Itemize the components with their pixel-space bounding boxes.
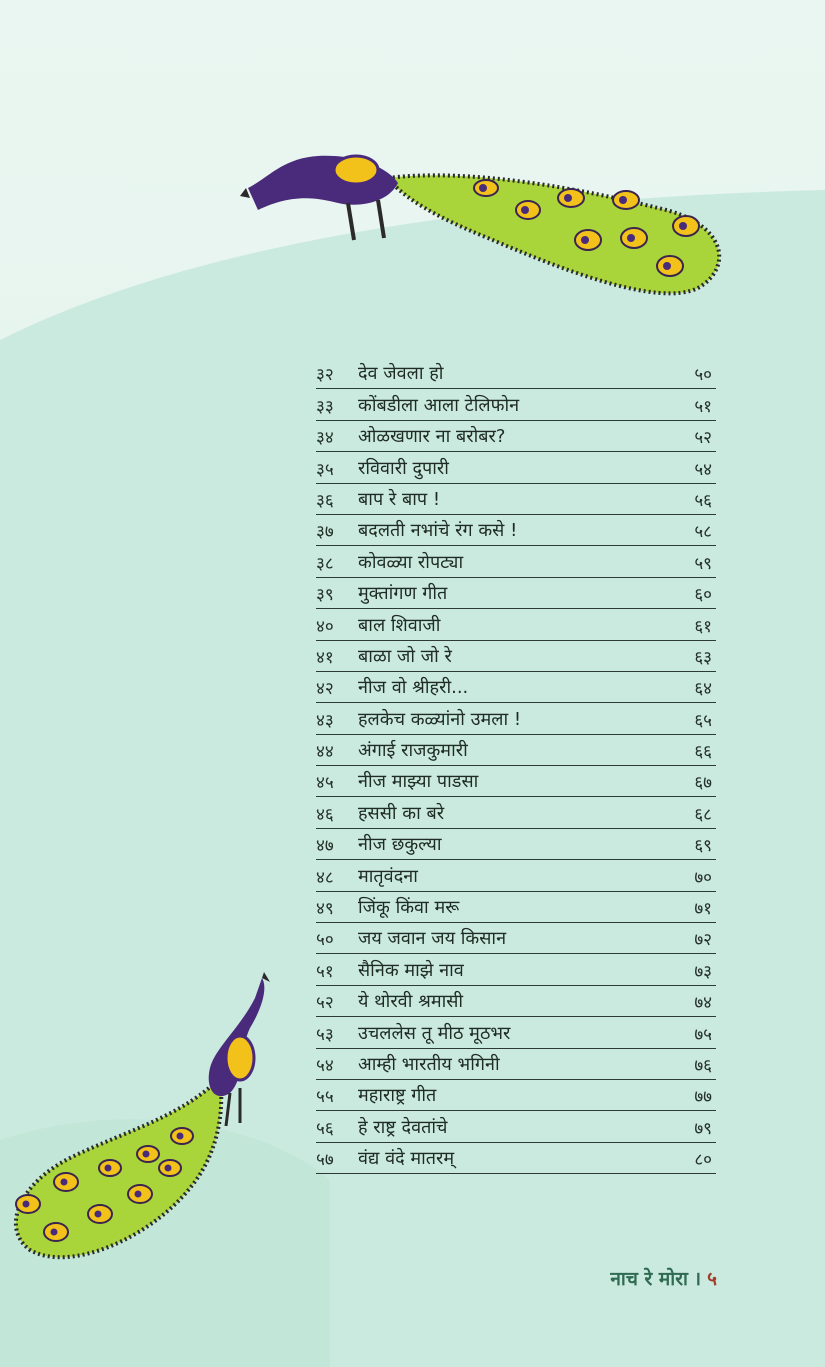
toc-number: ४० [316,616,334,637]
toc-row[interactable] [316,1049,716,1080]
toc-number: ३४ [316,428,334,449]
toc-title: बाळा जो जो रे [358,645,452,667]
toc-row[interactable] [316,1017,716,1048]
toc-number: ५० [316,930,334,951]
toc-page: ५२ [694,428,712,449]
toc-number: ४५ [316,773,334,794]
toc-page: ७९ [694,1118,712,1139]
peacock-bottom-icon [0,968,290,1268]
toc-page: ७५ [694,1024,712,1045]
toc-row[interactable] [316,1111,716,1142]
toc-number: ३६ [316,490,334,511]
toc-page: ६४ [694,679,712,700]
toc-page: ५८ [694,522,712,543]
toc-title: नीज छकुल्या [358,834,442,856]
toc-page: ६५ [694,710,712,731]
toc-number: ३२ [316,365,334,386]
toc-page: ६८ [694,804,712,825]
page-number: ५ [707,1268,717,1290]
toc-title: मुक्तांगण गीत [358,583,448,605]
book-title: नाच रे मोरा [610,1268,688,1290]
toc-title: ओळखणार ना बरोबर? [358,426,506,448]
toc-row[interactable] [316,421,716,452]
toc-number: ५१ [316,961,334,982]
toc-row[interactable] [316,358,716,389]
toc-page: ५९ [694,553,712,574]
toc-number: ३९ [316,585,334,606]
toc-row[interactable] [316,389,716,420]
toc-page: ६० [694,585,712,606]
toc-number: ४२ [316,679,334,700]
toc-page: ५४ [694,459,712,480]
toc-title: सैनिक माझे नाव [358,959,464,981]
toc-page: ७१ [694,899,712,920]
toc-number: ३८ [316,553,334,574]
toc-number: ५५ [316,1087,334,1108]
toc-row[interactable] [316,641,716,672]
toc-page: ५० [694,365,712,386]
toc-page: ५१ [694,396,712,417]
toc-title: वंद्य वंदे मातरम् [358,1148,455,1170]
toc-title: अंगाई राजकुमारी [358,740,468,762]
toc-row[interactable] [316,578,716,609]
toc-page: ७२ [694,930,712,951]
toc-page: ७७ [694,1087,712,1108]
toc-title: बाप रे बाप ! [358,488,441,510]
toc-row[interactable] [316,546,716,577]
toc-number: ३५ [316,459,334,480]
toc-title: बाल शिवाजी [358,614,441,636]
toc-page: ६७ [694,773,712,794]
toc-number: ४७ [316,836,334,857]
toc-row[interactable] [316,1080,716,1111]
toc-row[interactable] [316,484,716,515]
toc-row[interactable] [316,672,716,703]
toc-row[interactable] [316,892,716,923]
toc-title: आम्ही भारतीय भगिनी [358,1053,500,1075]
toc-row[interactable] [316,609,716,640]
toc-page: ६३ [694,647,712,668]
toc-title: रविवारी दुपारी [358,457,449,479]
page-footer [610,1265,717,1291]
toc-number: ५२ [316,993,334,1014]
toc-title: नीज माझ्या पाडसा [358,771,479,793]
footer-separator: । [693,1268,702,1290]
toc-number: ४८ [316,867,334,888]
toc-row[interactable] [316,860,716,891]
toc-title: महाराष्ट्र गीत [358,1085,437,1107]
table-of-contents [316,358,716,1174]
toc-row[interactable] [316,829,716,860]
toc-row[interactable] [316,1143,716,1174]
toc-title: नीज वो श्रीहरी... [358,677,469,699]
toc-number: ४९ [316,899,334,920]
toc-number: ४६ [316,804,334,825]
toc-number: ५६ [316,1118,334,1139]
toc-title: कोंबडीला आला टेलिफोन [358,394,520,416]
toc-row[interactable] [316,766,716,797]
toc-number: ४१ [316,647,334,668]
toc-number: ४४ [316,742,334,763]
toc-row[interactable] [316,797,716,828]
toc-title: मातृवंदना [358,865,418,887]
toc-page: ७६ [694,1055,712,1076]
toc-title: कोवळ्या रोपट्या [358,551,464,573]
toc-page: ७३ [694,961,712,982]
toc-title: बदलती नभांचे रंग कसे ! [358,520,518,542]
toc-row[interactable] [316,923,716,954]
toc-page: ७० [694,867,712,888]
toc-number: ४३ [316,710,334,731]
toc-title: हे राष्ट्र देवतांचे [358,1116,448,1138]
toc-number: ५३ [316,1024,334,1045]
toc-row[interactable] [316,986,716,1017]
toc-number: ३७ [316,522,334,543]
toc-title: ये थोरवी श्रमासी [358,991,464,1013]
toc-row[interactable] [316,735,716,766]
toc-title: जय जवान जय किसान [358,928,507,950]
toc-page: ६६ [694,742,712,763]
toc-title: हलकेच कळ्यांनो उमला ! [358,708,522,730]
toc-page: ७४ [694,993,712,1014]
toc-number: ५४ [316,1055,334,1076]
toc-page: ६१ [694,616,712,637]
toc-row[interactable] [316,703,716,734]
toc-title: जिंकू किंवा मरू [358,897,460,919]
toc-page: ८० [694,1150,712,1171]
toc-row[interactable] [316,515,716,546]
peacock-top-icon [238,148,738,308]
toc-row[interactable] [316,954,716,985]
toc-title: देव जेवला हो [358,363,444,385]
toc-number: ३३ [316,396,334,417]
toc-row[interactable] [316,452,716,483]
toc-page: ६९ [694,836,712,857]
toc-title: उचललेस तू मीठ मूठभर [358,1022,511,1044]
toc-page: ५६ [694,490,712,511]
toc-number: ५७ [316,1150,334,1171]
toc-title: हससी का बरे [358,802,445,824]
